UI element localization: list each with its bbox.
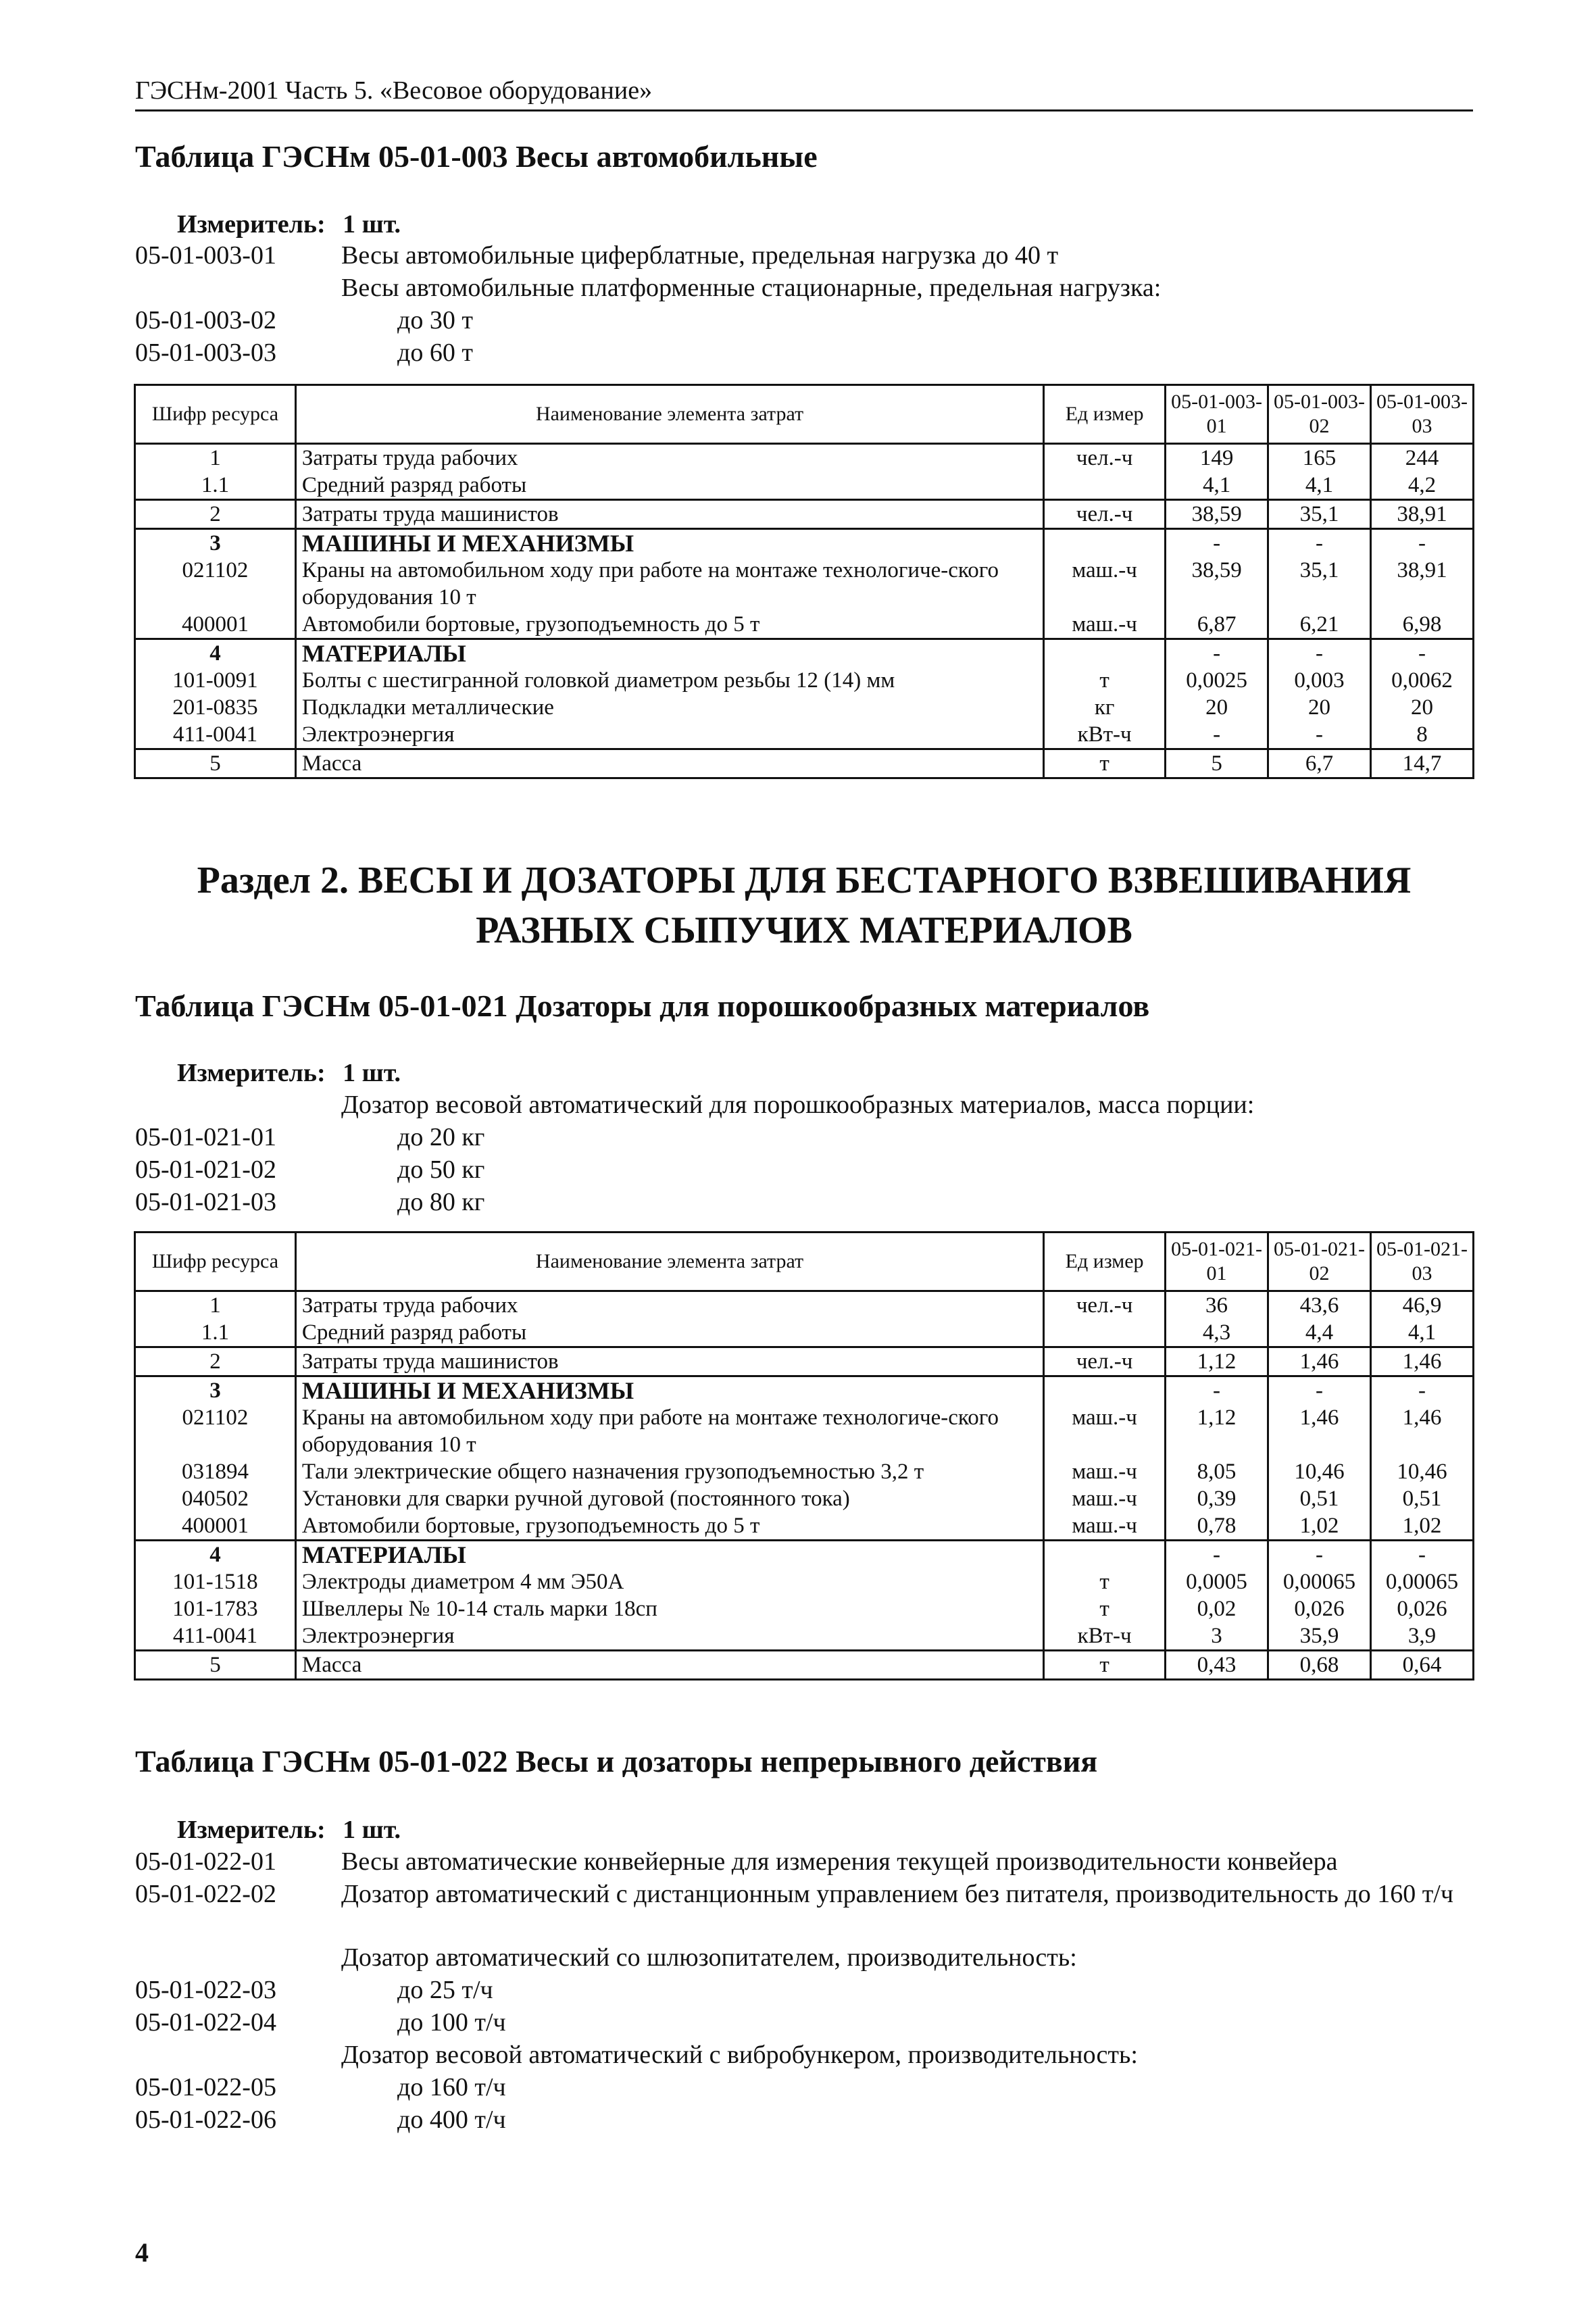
table-row xyxy=(135,1458,1474,1485)
value-cell: - xyxy=(1166,529,1268,557)
unit-cell: т xyxy=(1044,1568,1166,1595)
unit-cell xyxy=(1044,1319,1166,1347)
spec-desc: до 50 кг xyxy=(397,1155,485,1184)
table-row xyxy=(135,472,1474,500)
resource-code-cell: 411-0041 xyxy=(135,1622,296,1651)
value-cell: 0,64 xyxy=(1371,1651,1474,1680)
element-name-cell: Автомобили бортовые, грузоподъемность до 5 т xyxy=(295,1512,1043,1541)
value-cell: 0,43 xyxy=(1166,1651,1268,1680)
value-cell: 4,2 xyxy=(1370,472,1473,500)
resource-table-1 xyxy=(134,384,1474,779)
resource-code-cell: 4 xyxy=(135,639,296,668)
unit-cell: чел.-ч xyxy=(1044,1291,1166,1320)
col-header: 05-01-003-02 xyxy=(1268,385,1371,444)
value-cell: 0,00065 xyxy=(1268,1568,1371,1595)
resource-code-cell: 400001 xyxy=(135,1512,296,1541)
meter-value: 1 шт. xyxy=(343,1059,401,1087)
value-cell: 4,1 xyxy=(1268,472,1371,500)
table-row xyxy=(135,639,1474,668)
value-cell: 43,6 xyxy=(1268,1291,1371,1320)
unit-cell xyxy=(1044,1376,1166,1405)
value-cell: 38,59 xyxy=(1166,557,1268,611)
col-header: Шифр ресурса xyxy=(135,1233,296,1291)
col-header: Ед измер xyxy=(1044,1233,1166,1291)
unit-cell: маш.-ч xyxy=(1044,557,1166,611)
table-row xyxy=(135,1319,1474,1347)
section-title xyxy=(135,855,1473,955)
value-cell: 4,1 xyxy=(1371,1319,1474,1347)
spec-desc: Весы автомобильные циферблатные, предельная нагрузка до 40 т xyxy=(341,241,1059,270)
value-cell: 6,21 xyxy=(1268,611,1371,639)
resource-code-cell: 2 xyxy=(135,1347,296,1376)
unit-cell: маш.-ч xyxy=(1044,611,1166,639)
table-header-row xyxy=(135,1233,1474,1291)
element-name-cell: Затраты труда машинистов xyxy=(295,1347,1043,1376)
unit-cell: маш.-ч xyxy=(1044,1404,1166,1458)
col-header: 05-01-021-01 xyxy=(1166,1233,1268,1291)
value-cell: 165 xyxy=(1268,444,1371,472)
resource-code-cell: 3 xyxy=(135,1376,296,1405)
unit-cell xyxy=(1044,529,1166,557)
table2-title: Таблица ГЭСНм 05-01-021 Дозаторы для порошкообразных материалов xyxy=(135,989,1150,1023)
value-cell: 0,0005 xyxy=(1166,1568,1268,1595)
resource-code-cell: 2 xyxy=(135,500,296,529)
resource-table-2 xyxy=(134,1231,1474,1681)
table2-meter xyxy=(177,1058,401,1088)
table-row xyxy=(135,1404,1474,1458)
value-cell: - xyxy=(1371,1376,1474,1405)
value-cell: 35,9 xyxy=(1268,1622,1371,1651)
value-cell: 0,0025 xyxy=(1166,667,1268,694)
element-name-cell: Автомобили бортовые, грузоподъемность до 5 т xyxy=(295,611,1043,639)
value-cell: 10,46 xyxy=(1371,1458,1474,1485)
unit-cell: т xyxy=(1044,749,1166,778)
value-cell: 244 xyxy=(1370,444,1473,472)
value-cell: 8 xyxy=(1370,721,1473,749)
value-cell: 5 xyxy=(1166,749,1268,778)
value-cell: 38,91 xyxy=(1370,557,1473,611)
value-cell: - xyxy=(1370,529,1473,557)
spec-desc: до 400 т/ч xyxy=(397,2106,506,2134)
table-header-row xyxy=(135,385,1474,444)
value-cell: 0,51 xyxy=(1268,1485,1371,1512)
spec-desc: до 30 т xyxy=(397,306,473,334)
unit-cell: т xyxy=(1044,667,1166,694)
value-cell: 4,3 xyxy=(1166,1319,1268,1347)
spec-desc: до 20 кг xyxy=(397,1123,485,1151)
table-row xyxy=(135,721,1474,749)
value-cell: 1,46 xyxy=(1371,1404,1474,1458)
page-number: 4 xyxy=(135,2237,149,2268)
value-cell: - xyxy=(1166,721,1268,749)
table-row xyxy=(135,1485,1474,1512)
table-row xyxy=(135,1512,1474,1541)
resource-code-cell: 5 xyxy=(135,749,296,778)
unit-cell: чел.-ч xyxy=(1044,500,1166,529)
value-cell: 0,026 xyxy=(1268,1595,1371,1622)
element-name-cell: Средний разряд работы xyxy=(295,1319,1043,1347)
table1-title: Таблица ГЭСНм 05-01-003 Весы автомобильные xyxy=(135,139,818,174)
spec-code: 05-01-022-05 xyxy=(135,2073,276,2101)
resource-code-cell: 101-1518 xyxy=(135,1568,296,1595)
value-cell: 8,05 xyxy=(1166,1458,1268,1485)
table-row xyxy=(135,500,1474,529)
element-name-cell: Масса xyxy=(295,1651,1043,1680)
meter-value: 1 шт. xyxy=(343,1816,401,1844)
spec-code: 05-01-022-01 xyxy=(135,1847,276,1876)
spec-code: 05-01-003-02 xyxy=(135,306,276,334)
table-row xyxy=(135,1622,1474,1651)
resource-code-cell: 101-1783 xyxy=(135,1595,296,1622)
table-row xyxy=(135,1595,1474,1622)
spec-desc: Дозатор автоматический с дистанционным управлением без питателя, производительность до 160 т/ч xyxy=(341,1880,1453,1908)
section-title-line: Раздел 2. ВЕСЫ И ДОЗАТОРЫ ДЛЯ БЕСТАРНОГО ВЗВЕШИВАНИЯ xyxy=(197,860,1412,901)
meter-value: 1 шт. xyxy=(343,210,401,239)
element-name-cell: Болты с шестигранной головкой диаметром резьбы 12 (14) мм xyxy=(295,667,1043,694)
unit-cell: чел.-ч xyxy=(1044,444,1166,472)
element-name-cell: Установки для сварки ручной дуговой (постоянного тока) xyxy=(295,1485,1043,1512)
col-header: Наименование элемента затрат xyxy=(295,1233,1043,1291)
unit-cell: маш.-ч xyxy=(1044,1512,1166,1541)
element-name-cell: Электроды диаметром 4 мм Э50А xyxy=(295,1568,1043,1595)
col-header: 05-01-021-02 xyxy=(1268,1233,1371,1291)
col-header: 05-01-003-01 xyxy=(1166,385,1268,444)
value-cell: - xyxy=(1268,1541,1371,1569)
spec-desc: до 160 т/ч xyxy=(397,2073,506,2101)
value-cell: 0,0062 xyxy=(1370,667,1473,694)
unit-cell: кВт-ч xyxy=(1044,721,1166,749)
resource-code-cell: 201-0835 xyxy=(135,694,296,721)
element-name-cell: Средний разряд работы xyxy=(295,472,1043,500)
value-cell: 1,46 xyxy=(1268,1347,1371,1376)
col-header: Шифр ресурса xyxy=(135,385,296,444)
col-header: Ед измер xyxy=(1044,385,1166,444)
value-cell: - xyxy=(1371,1541,1474,1569)
value-cell: - xyxy=(1166,1541,1268,1569)
col-header: 05-01-021-03 xyxy=(1371,1233,1474,1291)
unit-cell xyxy=(1044,639,1166,668)
section-title-line: РАЗНЫХ СЫПУЧИХ МАТЕРИАЛОВ xyxy=(476,910,1132,951)
resource-code-cell: 400001 xyxy=(135,611,296,639)
element-name-cell: Затраты труда машинистов xyxy=(295,500,1043,529)
table-row xyxy=(135,1376,1474,1405)
unit-cell xyxy=(1044,472,1166,500)
element-name-cell: Краны на автомобильном ходу при работе на монтаже технологиче-ского оборудования 10 т xyxy=(295,1404,1043,1458)
table-row xyxy=(135,1347,1474,1376)
value-cell: 3 xyxy=(1166,1622,1268,1651)
value-cell: 6,7 xyxy=(1268,749,1371,778)
value-cell: - xyxy=(1268,1376,1371,1405)
value-cell: 0,78 xyxy=(1166,1512,1268,1541)
spec-desc: до 25 т/ч xyxy=(397,1976,493,2004)
value-cell: 20 xyxy=(1166,694,1268,721)
unit-cell: кг xyxy=(1044,694,1166,721)
spec-desc: до 100 т/ч xyxy=(397,2008,506,2037)
value-cell: 1,12 xyxy=(1166,1404,1268,1458)
unit-cell: т xyxy=(1044,1651,1166,1680)
resource-code-cell: 1.1 xyxy=(135,1319,296,1347)
resource-code-cell: 021102 xyxy=(135,557,296,611)
resource-code-cell: 021102 xyxy=(135,1404,296,1458)
value-cell: 14,7 xyxy=(1370,749,1473,778)
element-name-cell: Электроэнергия xyxy=(295,1622,1043,1651)
meter-label: Измеритель: xyxy=(177,1816,326,1844)
table-row xyxy=(135,1291,1474,1320)
value-cell: - xyxy=(1268,529,1371,557)
table-row xyxy=(135,444,1474,472)
element-name-cell: Тали электрические общего назначения грузоподъемностью 3,2 т xyxy=(295,1458,1043,1485)
value-cell: - xyxy=(1166,1376,1268,1405)
spec-intro: Дозатор весовой автоматический для порошкообразных материалов, масса порции: xyxy=(341,1091,1255,1119)
resource-code-cell: 5 xyxy=(135,1651,296,1680)
value-cell: 1,46 xyxy=(1268,1404,1371,1458)
spec-code: 05-01-021-03 xyxy=(135,1188,276,1216)
unit-cell: т xyxy=(1044,1595,1166,1622)
table-row xyxy=(135,1651,1474,1680)
unit-cell: маш.-ч xyxy=(1044,1458,1166,1485)
value-cell: - xyxy=(1166,639,1268,668)
spec-code: 05-01-022-02 xyxy=(135,1880,276,1908)
spec-desc: до 60 т xyxy=(397,339,473,367)
value-cell: 46,9 xyxy=(1371,1291,1474,1320)
table3-meter xyxy=(177,1815,401,1845)
table3-title: Таблица ГЭСНм 05-01-022 Весы и дозаторы непрерывного действия xyxy=(135,1744,1098,1778)
meter-label: Измеритель: xyxy=(177,1059,326,1087)
spec-desc: Весы автоматические конвейерные для измерения текущей производительности конвейера xyxy=(341,1847,1338,1876)
value-cell: 0,003 xyxy=(1268,667,1371,694)
table-row xyxy=(135,611,1474,639)
spec-code: 05-01-021-01 xyxy=(135,1123,276,1151)
resource-code-cell: 1 xyxy=(135,1291,296,1320)
element-name-cell: МАТЕРИАЛЫ xyxy=(295,1541,1043,1569)
table-row xyxy=(135,694,1474,721)
value-cell: - xyxy=(1268,639,1371,668)
col-header: 05-01-003-03 xyxy=(1370,385,1473,444)
table-row xyxy=(135,749,1474,778)
element-name-cell: Электроэнергия xyxy=(295,721,1043,749)
table-row xyxy=(135,1541,1474,1569)
unit-cell: кВт-ч xyxy=(1044,1622,1166,1651)
value-cell: 35,1 xyxy=(1268,557,1371,611)
value-cell: 35,1 xyxy=(1268,500,1371,529)
value-cell: 6,98 xyxy=(1370,611,1473,639)
element-name-cell: Масса xyxy=(295,749,1043,778)
table1-meter xyxy=(177,209,401,239)
value-cell: 1,46 xyxy=(1371,1347,1474,1376)
spec-code: 05-01-022-06 xyxy=(135,2106,276,2134)
unit-cell: маш.-ч xyxy=(1044,1485,1166,1512)
meter-label: Измеритель: xyxy=(177,210,326,239)
value-cell: - xyxy=(1370,639,1473,668)
resource-code-cell: 040502 xyxy=(135,1485,296,1512)
value-cell: 1,02 xyxy=(1371,1512,1474,1541)
value-cell: 0,00065 xyxy=(1371,1568,1474,1595)
resource-code-cell: 031894 xyxy=(135,1458,296,1485)
value-cell: 0,51 xyxy=(1371,1485,1474,1512)
element-name-cell: МАШИНЫ И МЕХАНИЗМЫ xyxy=(295,529,1043,557)
spec-desc: Дозатор весовой автоматический с вибробункером, производительность: xyxy=(341,2041,1138,2069)
value-cell: 36 xyxy=(1166,1291,1268,1320)
value-cell: 0,02 xyxy=(1166,1595,1268,1622)
spec-desc: до 80 кг xyxy=(397,1188,485,1216)
spec-code: 05-01-021-02 xyxy=(135,1155,276,1184)
spec-code: 05-01-022-04 xyxy=(135,2008,276,2037)
spec-code: 05-01-003-03 xyxy=(135,339,276,367)
table-row xyxy=(135,529,1474,557)
resource-code-cell: 3 xyxy=(135,529,296,557)
value-cell: 6,87 xyxy=(1166,611,1268,639)
spec-desc: Дозатор автоматический со шлюзопитателем, производительность: xyxy=(341,1943,1077,1972)
running-header: ГЭСНм-2001 Часть 5. «Весовое оборудование» xyxy=(135,76,1473,111)
value-cell: 38,59 xyxy=(1166,500,1268,529)
element-name-cell: Подкладки металлические xyxy=(295,694,1043,721)
value-cell: 38,91 xyxy=(1370,500,1473,529)
value-cell: 0,39 xyxy=(1166,1485,1268,1512)
element-name-cell: МАТЕРИАЛЫ xyxy=(295,639,1043,668)
resource-code-cell: 1 xyxy=(135,444,296,472)
unit-cell: чел.-ч xyxy=(1044,1347,1166,1376)
value-cell: 20 xyxy=(1370,694,1473,721)
value-cell: 10,46 xyxy=(1268,1458,1371,1485)
element-name-cell: МАШИНЫ И МЕХАНИЗМЫ xyxy=(295,1376,1043,1405)
element-name-cell: Затраты труда рабочих xyxy=(295,1291,1043,1320)
table-row xyxy=(135,1568,1474,1595)
value-cell: 0,026 xyxy=(1371,1595,1474,1622)
value-cell: 0,68 xyxy=(1268,1651,1371,1680)
value-cell: - xyxy=(1268,721,1371,749)
spec-code: 05-01-022-03 xyxy=(135,1976,276,2004)
element-name-cell: Швеллеры № 10-14 сталь марки 18сп xyxy=(295,1595,1043,1622)
resource-code-cell: 101-0091 xyxy=(135,667,296,694)
unit-cell xyxy=(1044,1541,1166,1569)
element-name-cell: Краны на автомобильном ходу при работе на монтаже технологиче-ского оборудования 10 т xyxy=(295,557,1043,611)
spec-code: 05-01-003-01 xyxy=(135,241,276,270)
value-cell: 3,9 xyxy=(1371,1622,1474,1651)
value-cell: 149 xyxy=(1166,444,1268,472)
table-row xyxy=(135,557,1474,611)
resource-code-cell: 411-0041 xyxy=(135,721,296,749)
value-cell: 1,02 xyxy=(1268,1512,1371,1541)
col-header: Наименование элемента затрат xyxy=(295,385,1043,444)
resource-code-cell: 4 xyxy=(135,1541,296,1569)
value-cell: 20 xyxy=(1268,694,1371,721)
resource-code-cell: 1.1 xyxy=(135,472,296,500)
table-row xyxy=(135,667,1474,694)
element-name-cell: Затраты труда рабочих xyxy=(295,444,1043,472)
spec-desc: Весы автомобильные платформенные стационарные, предельная нагрузка: xyxy=(341,274,1162,302)
value-cell: 1,12 xyxy=(1166,1347,1268,1376)
value-cell: 4,1 xyxy=(1166,472,1268,500)
value-cell: 4,4 xyxy=(1268,1319,1371,1347)
